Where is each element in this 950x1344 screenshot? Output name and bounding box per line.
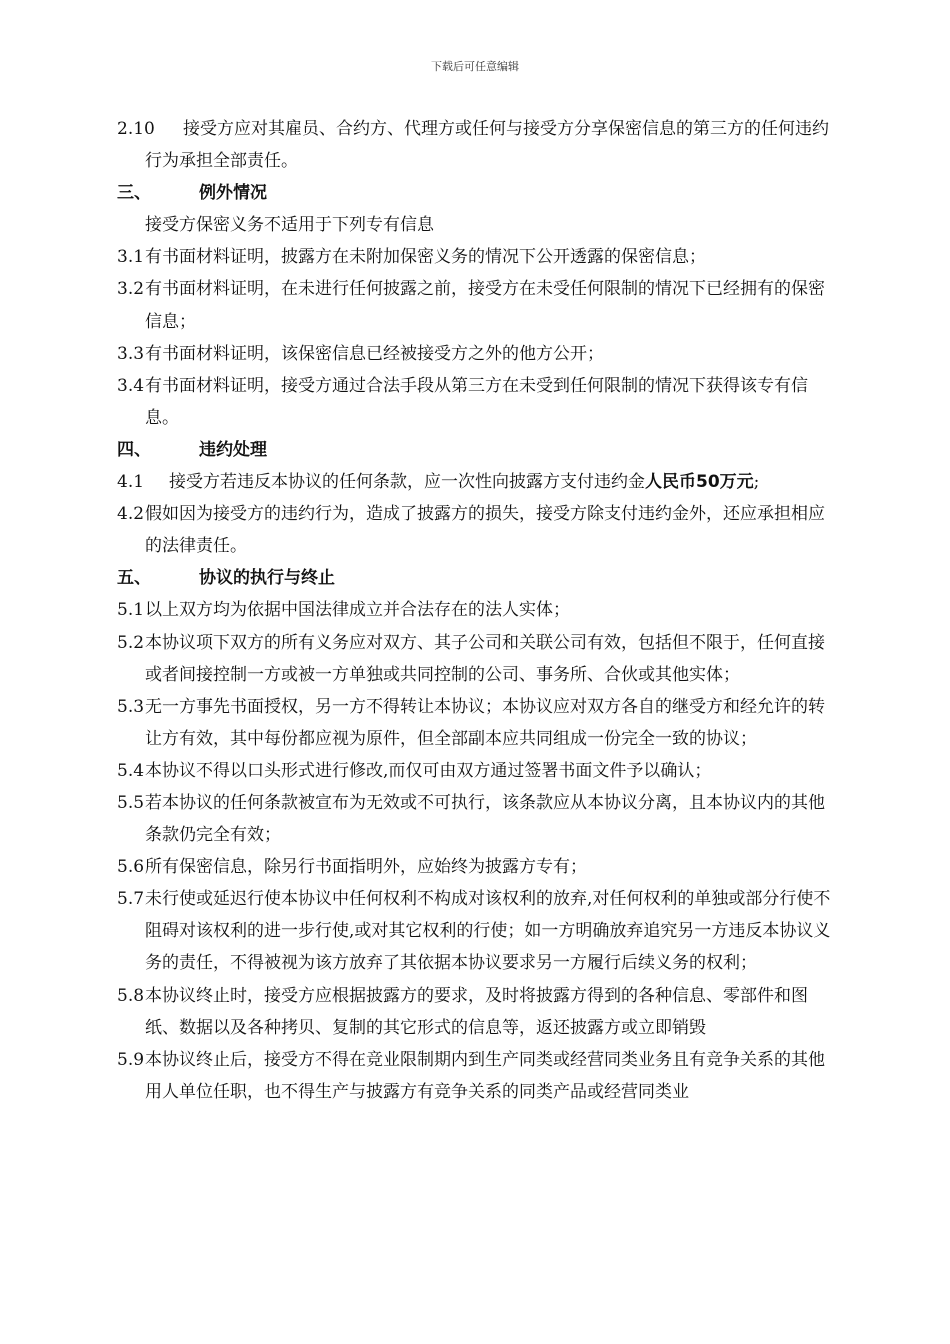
section-3-heading bbox=[117, 177, 839, 209]
clause-text: 接受方应对其雇员、合约方、代理方或任何与接受方分享保密信息的第三方的任何违约行为承担全部责任。 bbox=[145, 119, 829, 172]
section-4-heading bbox=[117, 434, 839, 466]
clause-number: 3.2 bbox=[117, 279, 145, 300]
clause-5-5 bbox=[117, 787, 839, 851]
section-5-heading bbox=[117, 562, 839, 594]
clause-text: 以上双方均为依据中国法律成立并合法存在的法人实体； bbox=[145, 600, 570, 621]
clause-number: 3.4 bbox=[117, 375, 145, 396]
clause-text: 有书面材料证明，接受方通过合法手段从第三方在未受到任何限制的情况下获得该专有信息。 bbox=[145, 375, 808, 428]
clause-number: 5.8 bbox=[117, 985, 145, 1006]
clause-3-1 bbox=[117, 241, 839, 273]
clause-4-1 bbox=[117, 466, 839, 498]
clause-text: 接受方若违反本协议的任何条款，应一次性向披露方支付违约金人民币50万元; bbox=[169, 472, 760, 493]
clause-3-4 bbox=[117, 370, 839, 434]
clause-number: 5.2 bbox=[117, 632, 145, 653]
section-title: 例外情况 bbox=[199, 183, 267, 204]
clause-text: 有书面材料证明，该保密信息已经被接受方之外的他方公开； bbox=[145, 343, 604, 364]
clause-text: 假如因为接受方的违约行为，造成了披露方的损失，接受方除支付违约金外，还应承担相应的法律责任。 bbox=[145, 504, 825, 557]
clause-3-3 bbox=[117, 338, 839, 370]
clause-text: 本协议不得以口头形式进行修改,而仅可由双方通过签署书面文件予以确认； bbox=[145, 760, 712, 781]
clause-number: 3.3 bbox=[117, 343, 145, 364]
clause-number: 5.5 bbox=[117, 792, 145, 813]
section-number: 三、 bbox=[117, 183, 151, 204]
clause-5-7 bbox=[117, 883, 839, 979]
clause-text: 有书面材料证明，在未进行任何披露之前，接受方在未受任何限制的情况下已经拥有的保密信息； bbox=[145, 279, 825, 332]
document-body bbox=[117, 113, 839, 1108]
clause-text: 本协议终止时，接受方应根据披露方的要求，及时将披露方得到的各种信息、零部件和图纸、数据以及各种拷贝、复制的其它形式的信息等，返还披露方或立即销毁 bbox=[145, 985, 808, 1038]
clause-number: 5.4 bbox=[117, 760, 145, 781]
clause-number: 5.9 bbox=[117, 1049, 145, 1070]
clause-text: 本协议终止后，接受方不得在竞业限制期内到生产同类或经营同类业务且有竞争关系的其他用人单位任职，也不得生产与披露方有竞争关系的同类产品或经营同类业 bbox=[145, 1049, 825, 1102]
clause-5-1 bbox=[117, 594, 839, 626]
clause-number: 5.3 bbox=[117, 696, 145, 717]
clause-text: 若本协议的任何条款被宣布为无效或不可执行，该条款应从本协议分离，且本协议内的其他条款仍完全有效； bbox=[145, 792, 825, 846]
penalty-amount: 人民币50万元 bbox=[645, 472, 754, 493]
clause-2-10 bbox=[117, 113, 839, 177]
clause-number: 5.1 bbox=[117, 600, 145, 621]
clause-text: 有书面材料证明，披露方在未附加保密义务的情况下公开透露的保密信息； bbox=[145, 247, 706, 268]
clause-5-6 bbox=[117, 851, 839, 883]
clause-number: 2.10 bbox=[117, 119, 155, 139]
clause-4-2 bbox=[117, 498, 839, 562]
clause-text: 本协议项下双方的所有义务应对双方、其子公司和关联公司有效，包括但不限于，任何直接或者间接控制一方或被一方单独或共同控制的公司、事务所、合伙或其他实体； bbox=[145, 632, 825, 685]
clause-text: 未行使或延迟行使本协议中任何权利不构成对该权利的放弃,对任何权利的单独或部分行使不阻碍对该权利的进一步行使,或对其它权利的行使；如一方明确放弃追究另一方违反本协议义务的责任，不得被视为该方放弃了其依据本协议要求另一方履行后续义务的权利； bbox=[145, 889, 831, 974]
page-header: 下载后可任意编辑 bbox=[431, 60, 519, 73]
clause-number: 4.1 bbox=[117, 472, 145, 493]
section-number: 四、 bbox=[117, 439, 151, 460]
clause-5-3 bbox=[117, 691, 839, 755]
clause-5-8 bbox=[117, 980, 839, 1044]
section-3-intro: 接受方保密义务不适用于下列专有信息 bbox=[145, 215, 434, 236]
clause-3-2 bbox=[117, 273, 839, 337]
clause-number: 5.7 bbox=[117, 889, 145, 910]
section-number: 五、 bbox=[117, 568, 151, 589]
clause-text: 所有保密信息，除另行书面指明外，应始终为披露方专有； bbox=[145, 857, 587, 878]
section-title: 违约处理 bbox=[199, 439, 267, 460]
clause-number: 4.2 bbox=[117, 504, 145, 525]
section-title: 协议的执行与终止 bbox=[199, 568, 335, 589]
clause-5-4 bbox=[117, 755, 839, 787]
clause-text: 无一方事先书面授权，另一方不得转让本协议；本协议应对双方各自的继受方和经允许的转让方有效，其中每份都应视为原件，但全部副本应共同组成一份完全一致的协议； bbox=[145, 696, 825, 749]
clause-number: 3.1 bbox=[117, 247, 145, 268]
clause-5-2 bbox=[117, 627, 839, 691]
clause-5-9 bbox=[117, 1044, 839, 1108]
clause-number: 5.6 bbox=[117, 857, 145, 878]
